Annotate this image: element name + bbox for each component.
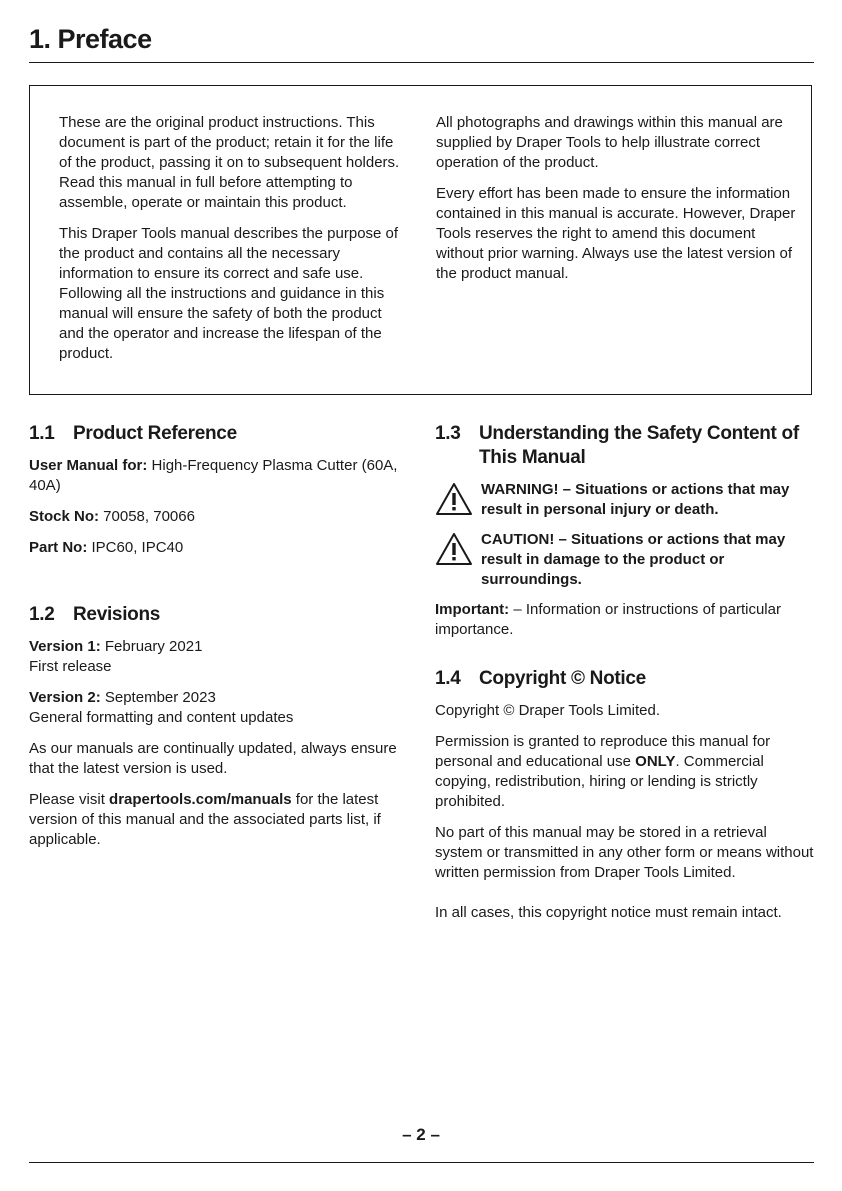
product-reference-section	[29, 422, 404, 558]
page-title: 1. Preface	[29, 24, 152, 54]
safety-section	[435, 422, 815, 640]
version-1-label: Version 1:	[29, 638, 101, 655]
warning-triangle-icon	[435, 482, 473, 516]
stock-value: 70058, 70066	[99, 508, 195, 525]
section-number: 1.3	[435, 423, 461, 444]
caution-text: CAUTION! – Situations or actions that may result in damage to the product or surroundings.	[481, 531, 786, 588]
intro-box	[29, 85, 812, 395]
title-divider	[29, 62, 814, 63]
intro-paragraph: This Draper Tools manual describes the purpose of the product and contains all the necessary information to ensure its correct and safe use. Following all the instructions and guidance in this manual will ensure the safety of both the product and the operator and increase the lifespan of the product.	[59, 225, 399, 362]
section-title: Product Reference	[73, 423, 237, 444]
visit-line	[29, 790, 404, 850]
important-label: Important:	[435, 601, 510, 618]
version-1-note: First release	[29, 658, 112, 675]
section-title: Understanding the Safety Content of This Manual	[479, 423, 799, 468]
stock-label: Stock No:	[29, 508, 100, 525]
section-heading	[29, 603, 404, 627]
section-number: 1.4	[435, 668, 461, 689]
warning-notice	[435, 480, 815, 520]
section-heading	[29, 422, 404, 446]
copyright-section	[435, 667, 815, 923]
storage-text: No part of this manual may be stored in a retrieval system or transmitted in any other form or means without written permission from Draper Tools Limited.	[435, 824, 814, 881]
footer-divider	[29, 1162, 814, 1163]
visit-suffix: for the latest version of this manual and the associated parts list, if applicable.	[29, 791, 381, 848]
part-line	[29, 538, 404, 558]
important-text: – Information or instructions of particular importance.	[435, 601, 781, 638]
permission-prefix: Permission is granted to reproduce this manual for personal and educational use	[435, 733, 771, 770]
version-2-label: Version 2:	[29, 689, 101, 706]
user-manual-line	[29, 456, 404, 496]
version-1-line	[29, 637, 404, 657]
permission-suffix: . Commercial copying, redistribution, hiring or lending is strictly prohibited.	[435, 753, 764, 810]
section-heading	[435, 667, 815, 691]
update-notice: As our manuals are continually updated, always ensure that the latest version is used.	[29, 740, 397, 777]
version-2-date: September 2023	[100, 689, 216, 706]
permission-text	[435, 732, 815, 812]
intro-left-column	[59, 113, 409, 364]
warning-triangle-icon	[435, 532, 473, 566]
stock-line	[29, 507, 404, 527]
section-heading	[435, 422, 815, 470]
manuals-link[interactable]: drapertools.com/manuals	[109, 791, 292, 808]
intro-paragraph: Every effort has been made to ensure the information contained in this manual is accurate. However, Draper Tools reserves the right to amend this document without prior warning. Always use the latest version of the product manual.	[436, 185, 796, 282]
intro-paragraph: All photographs and drawings within this manual are supplied by Draper Tools to help illustrate correct operation of the product.	[436, 114, 783, 171]
section-title: Copyright © Notice	[479, 668, 646, 689]
permission-emphasis: ONLY	[635, 753, 676, 770]
section-number: 1.1	[29, 423, 55, 444]
intact-text: In all cases, this copyright notice must remain intact.	[435, 904, 782, 921]
user-manual-value: High-Frequency Plasma Cutter (60A, 40A)	[29, 457, 398, 494]
caution-notice	[435, 530, 815, 590]
intro-right-column	[436, 113, 798, 284]
visit-prefix: Please visit	[29, 791, 110, 808]
warning-text: WARNING! – Situations or actions that may result in personal injury or death.	[481, 481, 790, 518]
section-number: 1.2	[29, 604, 55, 625]
version-2-line	[29, 688, 404, 708]
part-label: Part No:	[29, 539, 88, 556]
page-number: – 2 –	[402, 1125, 440, 1144]
user-manual-label: User Manual for:	[29, 457, 148, 474]
version-2-note: General formatting and content updates	[29, 709, 294, 726]
version-1-date: February 2021	[100, 638, 203, 655]
revisions-section	[29, 603, 404, 850]
important-line	[435, 600, 815, 640]
part-value: IPC60, IPC40	[87, 539, 184, 556]
copyright-line: Copyright © Draper Tools Limited.	[435, 702, 661, 719]
section-title: Revisions	[73, 604, 161, 625]
intro-paragraph: These are the original product instructions. This document is part of the product; retain it for the life of the product, passing it on to subsequent holders. Read this manual in full before attempting to assemble, operate or maintain this product.	[59, 114, 400, 211]
